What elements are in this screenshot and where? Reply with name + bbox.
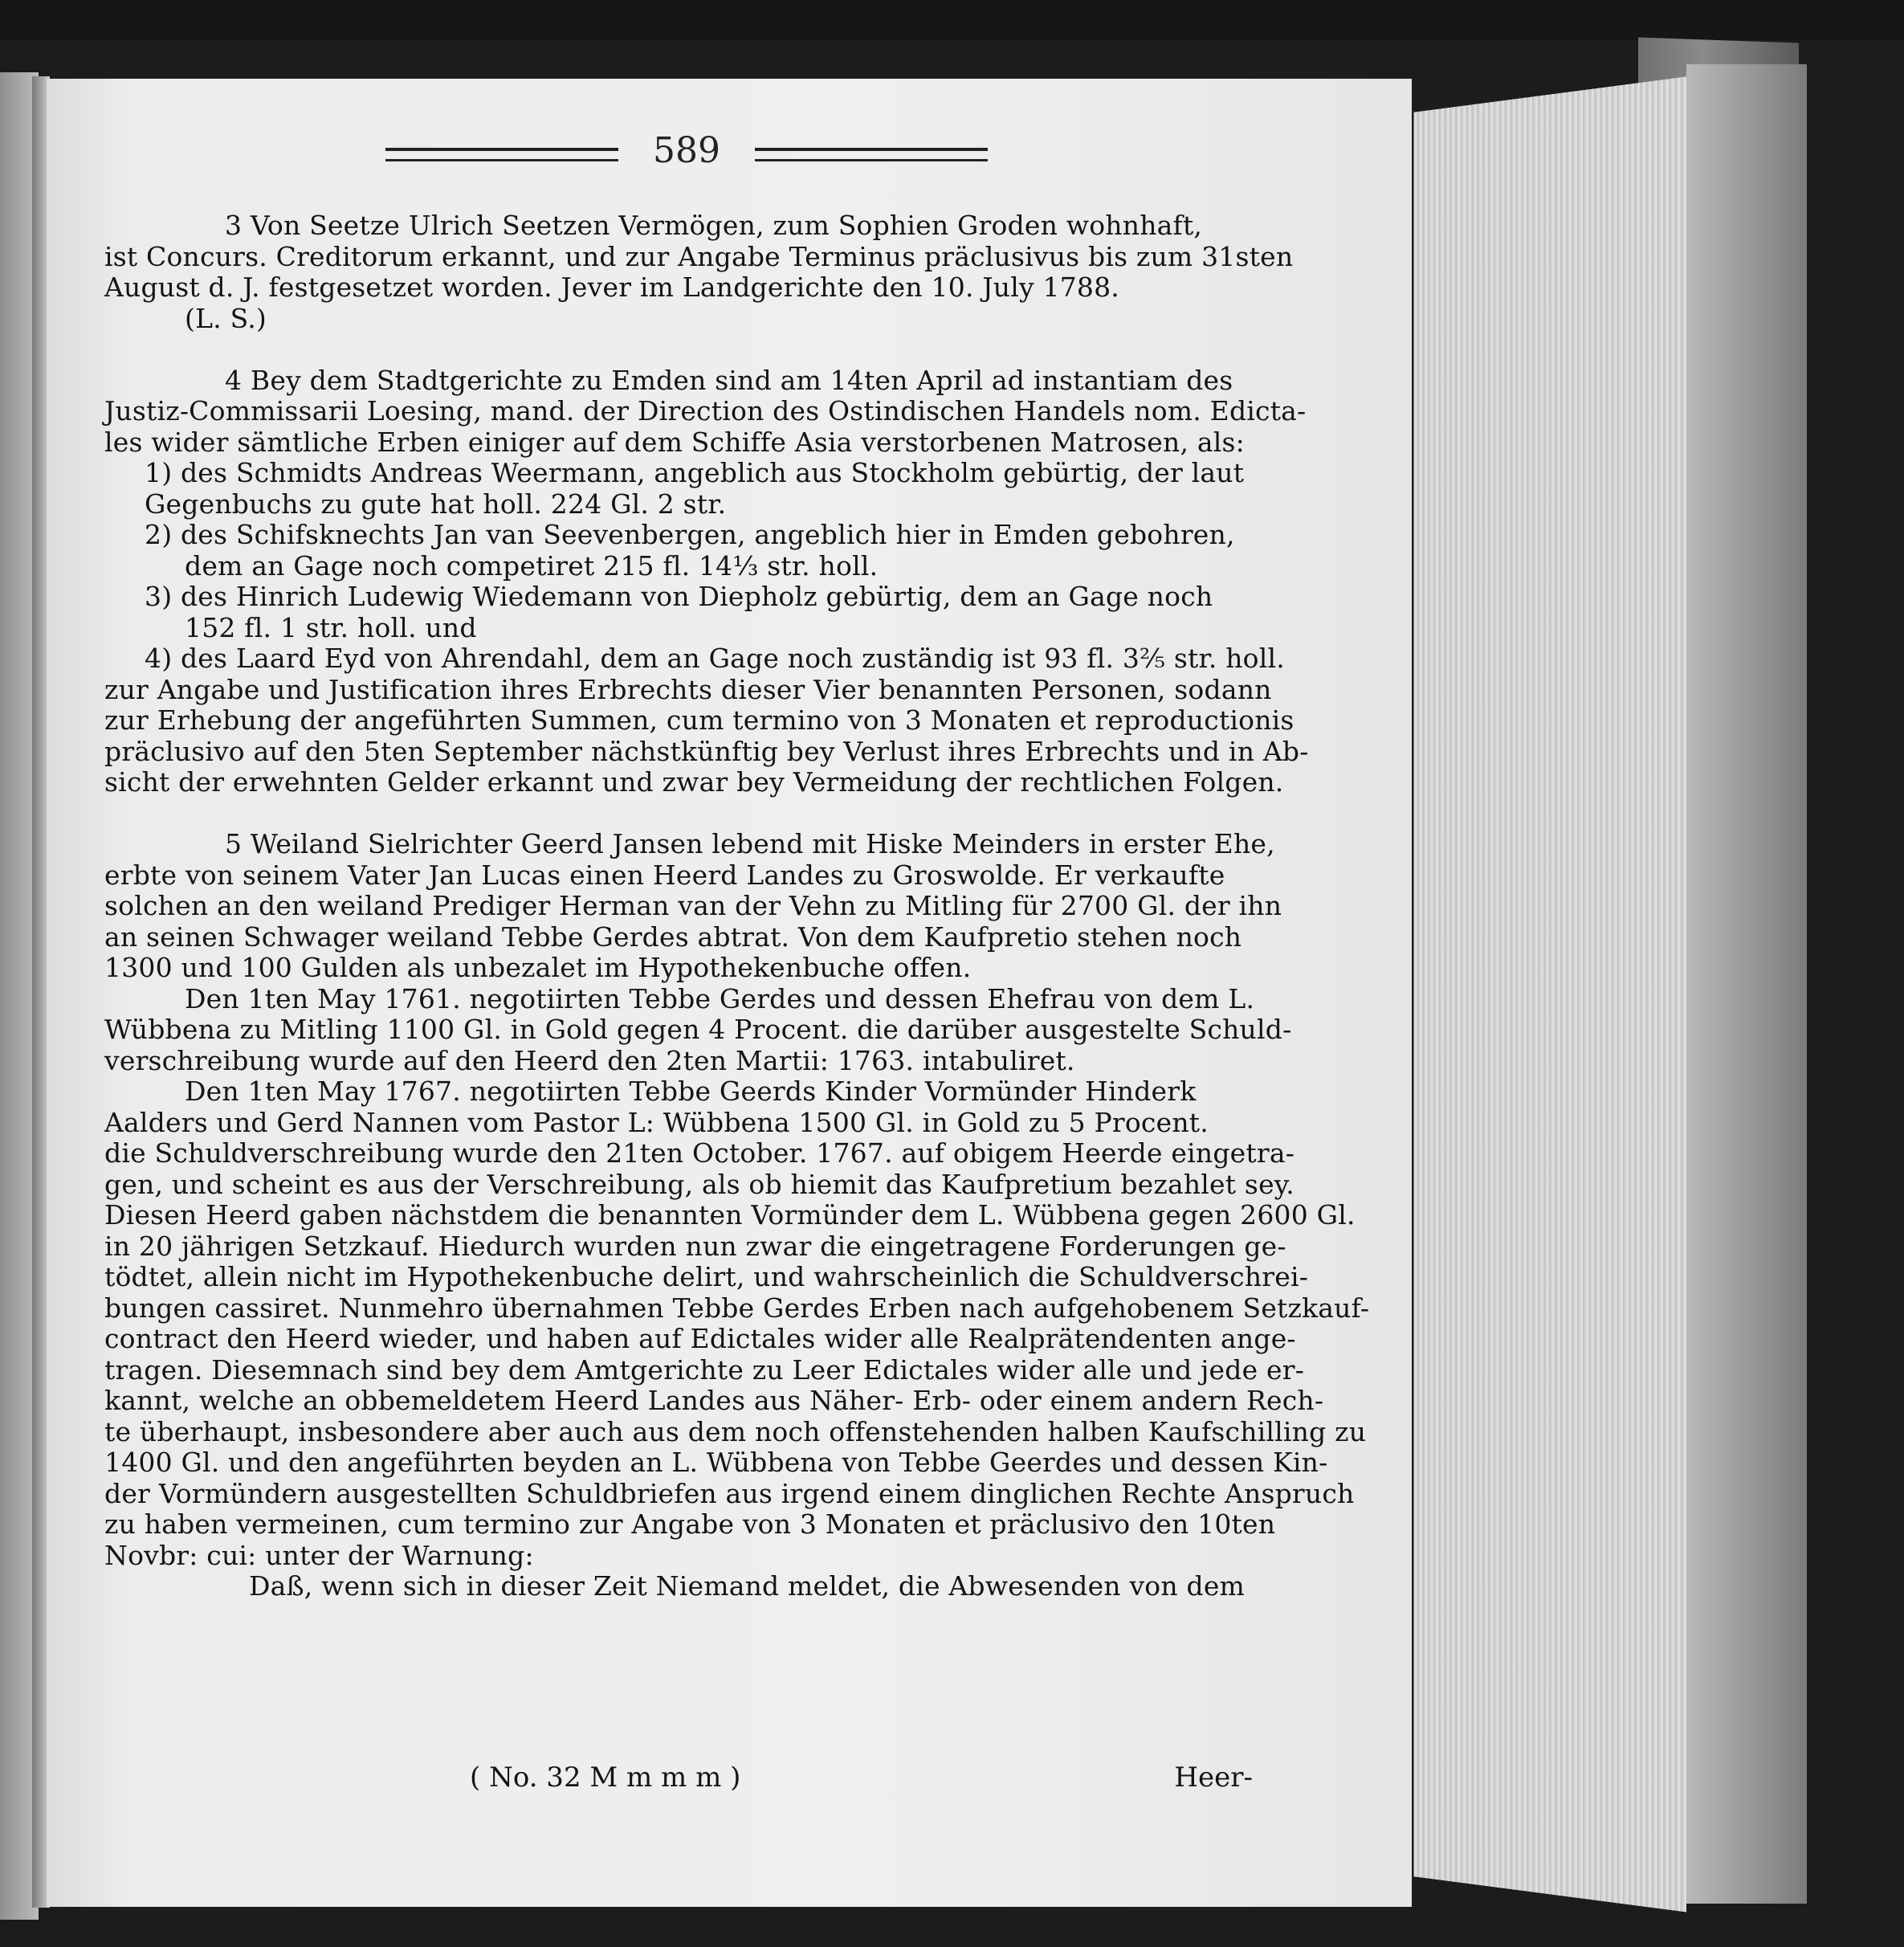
page-header [385, 130, 996, 171]
header-rule-left [385, 148, 618, 161]
text-line: 5 Weiland Sielrichter Geerd Jansen lebend mit Hiske Meinders in erster Ehe, [225, 828, 1275, 859]
text-line: Gegenbuchs zu gute hat holl. 224 Gl. 2 str. [145, 488, 727, 520]
text-line: Justiz-Commissarii Loesing, mand. der Direction des Ostindischen Handels nom. Edicta- [104, 395, 1307, 427]
text-line: der Vormündern ausgestellten Schuldbriefen aus irgend einem dinglichen Rechte Anspruch [104, 1477, 1355, 1509]
text-line: contract den Heerd wieder, und haben auf Edictales wider alle Realprätendenten ange- [104, 1323, 1296, 1354]
text-line: Novbr: cui: unter der Warnung: [104, 1539, 534, 1571]
page-footer [104, 1761, 1253, 1797]
text-line: Aalders und Gerd Nannen vom Pastor L: Wübbena 1500 Gl. in Gold zu 5 Procent. [104, 1106, 1209, 1138]
text-line: dem an Gage noch competiret 215 fl. 14⅓ str. holl. [185, 549, 879, 582]
text-line: tragen. Diesemnach sind bey dem Amtgerichte zu Leer Edictales wider alle und jede er- [104, 1353, 1305, 1386]
text-line: 2) des Schifsknechts Jan van Seevenbergen, angeblich hier in Emden gebohren, [145, 519, 1235, 550]
text-line: 1400 Gl. und den angeführten beyden an L. Wübbena von Tebbe Geerdes und dessen Kin- [104, 1447, 1328, 1478]
text-line: 1) des Schmidts Andreas Weermann, angeblich aus Stockholm gebürtig, der laut [145, 457, 1245, 488]
text-line: präclusivo auf den 5ten September nächstkünftig bey Verlust ihres Erbrechts und in Ab- [104, 735, 1309, 767]
text-line: ist Concurs. Creditorum erkannt, und zur Angabe Terminus präclusivus bis zum 31sten [104, 240, 1294, 272]
text-line: Diesen Heerd gaben nächstdem die benannten Vormünder dem L. Wübbena gegen 2600 Gl. [104, 1199, 1356, 1231]
text-line: in 20 jährigen Setzkauf. Hiedurch wurden nun zwar die eingetragene Forderungen ge- [104, 1230, 1286, 1262]
text-line: zu haben vermeinen, cum termino zur Angabe von 3 Monaten et präclusivo den 10ten [104, 1508, 1276, 1540]
header-rule-right [755, 148, 988, 161]
text-line: Daß, wenn sich in dieser Zeit Niemand meldet, die Abwesenden von dem [249, 1570, 1246, 1602]
page-number: 589 [653, 130, 720, 171]
paragraph-gap [104, 798, 1253, 830]
page-stack-edges [1414, 76, 1686, 1912]
text-line: 1300 und 100 Gulden als unbezalet im Hypothekenbuche offen. [104, 952, 972, 983]
book-cover-edge [1686, 64, 1807, 1904]
text-line: Wübbena zu Mitling 1100 Gl. in Gold gegen 4 Procent. die darüber ausgestelte Schuld- [104, 1014, 1292, 1045]
text-line: solchen an den weiland Prediger Herman van der Vehn zu Mitling für 2700 Gl. der ihn [104, 890, 1282, 921]
text-line: gen, und scheint es aus der Verschreibung, als ob hiemit das Kaufpretium bezahlet sey. [104, 1168, 1294, 1200]
text-line: verschreibung wurde auf den Heerd den 2ten Martii: 1763. intabuliret. [104, 1044, 1075, 1076]
paragraph-gap [104, 334, 1253, 365]
text-line: die Schuldverschreibung wurde den 21ten October. 1767. auf obigem Heerde eingetra- [104, 1137, 1295, 1169]
text-line: 3 Von Seetze Ulrich Seetzen Vermögen, zum Sophien Groden wohnhaft, [225, 210, 1203, 241]
text-line: 4 Bey dem Stadtgerichte zu Emden sind am 14ten April ad instantiam des [225, 364, 1233, 396]
text-line: bungen cassiret. Nunmehro übernahmen Tebbe Gerdes Erben nach aufgehobenem Setzkauf- [104, 1292, 1370, 1324]
text-line: (L. S.) [185, 302, 267, 334]
text-line: tödtet, allein nicht im Hypothekenbuche delirt, und wahrscheinlich die Schuldverschrei- [104, 1261, 1309, 1292]
text-line: an seinen Schwager weiland Tebbe Gerdes abtrat. Von dem Kaufpretio stehen noch [104, 920, 1242, 953]
catchword: Heer- [1174, 1761, 1253, 1794]
text-line: erbte von seinem Vater Jan Lucas einen Heerd Landes zu Groswolde. Er verkaufte [104, 859, 1225, 891]
text-line: August d. J. festgesetzet worden. Jever im Landgerichte den 10. July 1788. [104, 271, 1119, 303]
text-line: Den 1ten May 1767. negotiirten Tebbe Geerds Kinder Vormünder Hinderk [185, 1076, 1197, 1107]
text-line: kannt, welche an obbemeldetem Heerd Landes aus Näher- Erb- oder einem andern Rech- [104, 1385, 1324, 1416]
text-line: zur Angabe und Justification ihres Erbrechts dieser Vier benannten Personen, sodann [104, 673, 1272, 705]
page-text [104, 210, 1370, 1602]
text-line: zur Erhebung der angeführten Summen, cum termino von 3 Monaten et reproductionis [104, 704, 1294, 736]
text-line: les wider sämtliche Erben einiger auf dem Schiffe Asia verstorbenen Matrosen, als: [104, 426, 1245, 458]
text-line: te überhaupt, insbesondere aber auch aus dem noch offenstehenden halben Kaufschilling zu [104, 1415, 1367, 1447]
signature-mark: ( No. 32 M m m m ) [470, 1761, 741, 1794]
text-line: 4) des Laard Eyd von Ahrendahl, dem an Gage noch zuständig ist 93 fl. 3⅖ str. holl. [145, 643, 1285, 674]
text-line: 3) des Hinrich Ludewig Wiedemann von Diepholz gebürtig, dem an Gage noch [145, 581, 1213, 612]
text-line: sicht der erwehnten Gelder erkannt und zwar bey Vermeidung der rechtlichen Folgen. [104, 766, 1284, 798]
text-line: Den 1ten May 1761. negotiirten Tebbe Gerdes und dessen Ehefrau von dem L. [185, 982, 1255, 1014]
text-line: 152 fl. 1 str. holl. und [185, 611, 477, 643]
